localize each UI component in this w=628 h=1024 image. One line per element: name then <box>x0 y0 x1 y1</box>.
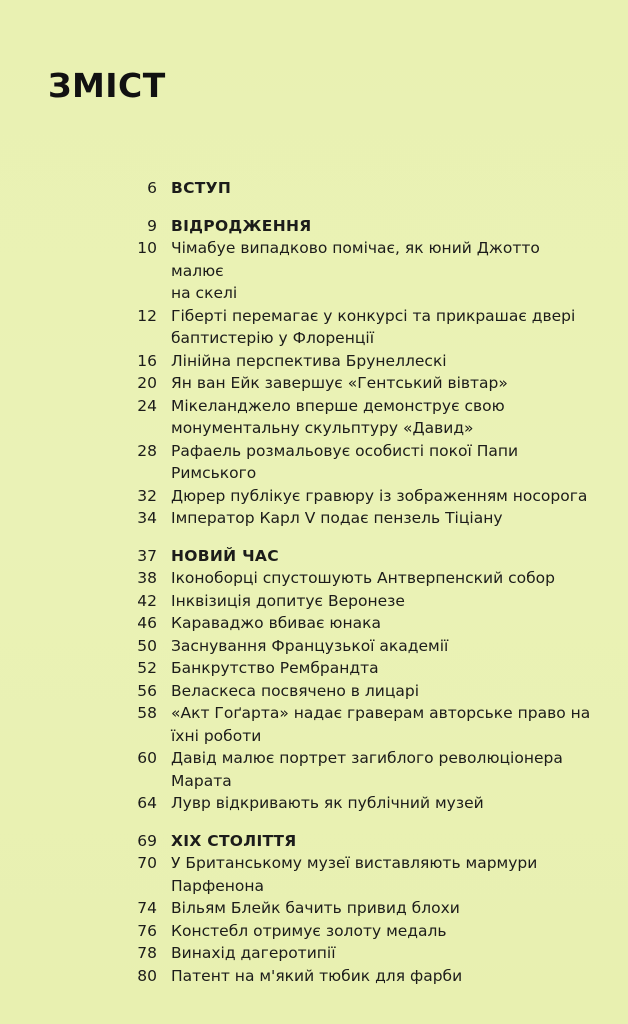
page-title: ЗМІСТ <box>48 66 166 105</box>
entry-title-line: на скелі <box>171 284 238 302</box>
entry-title <box>171 567 591 590</box>
entry-title <box>171 590 591 613</box>
page-number: 20 <box>137 374 157 392</box>
entry-title <box>171 507 591 530</box>
entry-title <box>171 852 591 897</box>
toc-entry <box>0 852 628 897</box>
entry-title-line: Марата <box>171 771 232 790</box>
page-number: 50 <box>137 636 157 655</box>
entry-title-line: їхні роботи <box>171 726 262 745</box>
page-number: 46 <box>137 614 157 632</box>
page-number: 34 <box>137 509 157 527</box>
page-number: 69 <box>137 831 157 850</box>
toc-section <box>0 177 628 200</box>
page-number: 24 <box>137 396 157 415</box>
table-of-contents <box>0 177 628 1002</box>
toc-entry <box>0 237 628 305</box>
toc-section <box>0 215 628 530</box>
toc-section-heading <box>0 215 628 238</box>
toc-entry <box>0 792 628 815</box>
entry-title-line: Заснування Французької академії <box>171 636 449 655</box>
entry-title <box>171 920 591 943</box>
entry-title-line: Давід малює портрет загиблого революціонера <box>171 749 563 767</box>
entry-title-line: Веласкеса посвячено в лицарі <box>171 681 420 700</box>
entry-title <box>171 350 591 373</box>
entry-title-line: «Акт Гоґарта» надає граверам авторське право на <box>171 704 591 722</box>
toc-entry <box>0 372 628 395</box>
section-title: ВІДРОДЖЕННЯ <box>171 216 312 235</box>
entry-title-line: Римського <box>171 464 257 482</box>
entry-title <box>171 897 591 920</box>
entry-title-line: Гіберті перемагає у конкурсі та прикрашає двері <box>171 306 576 325</box>
entry-title <box>171 702 591 747</box>
toc-entry <box>0 350 628 373</box>
toc-entry <box>0 567 628 590</box>
section-title: XIX СТОЛІТТЯ <box>171 831 297 850</box>
page-number: 64 <box>137 794 157 812</box>
entry-title <box>171 657 591 680</box>
page-number: 78 <box>137 944 157 962</box>
entry-title-line: Мікеланджело вперше демонструє свою <box>171 396 505 415</box>
toc-section-heading <box>0 545 628 568</box>
toc-entry <box>0 680 628 703</box>
entry-title-line: Патент на м'який тюбик для фарби <box>171 966 463 985</box>
toc-entry <box>0 942 628 965</box>
entry-title <box>171 635 591 658</box>
entry-title-line: Парфенона <box>171 876 265 895</box>
page-number: 76 <box>137 921 157 940</box>
entry-title-line: Рафаель розмальовує особисті покої Папи <box>171 441 519 460</box>
entry-title-line: монументальну скульптуру «Давид» <box>171 419 474 437</box>
section-title: НОВИЙ ЧАС <box>171 546 279 565</box>
entry-title-line: Банкрутство Рембрандта <box>171 659 379 677</box>
toc-entry <box>0 485 628 508</box>
entry-title <box>171 612 591 635</box>
entry-title-line: баптистерію у Флоренції <box>171 329 375 347</box>
entry-title <box>171 372 591 395</box>
entry-title-line: Імператор Карл V подає пензель Тіціану <box>171 509 503 527</box>
page-number: 16 <box>137 351 157 370</box>
section-title: ВСТУП <box>171 179 232 197</box>
page-number: 37 <box>137 546 157 565</box>
page-number: 10 <box>137 239 157 257</box>
page-number: 74 <box>137 899 157 917</box>
page-number: 52 <box>137 659 157 677</box>
entry-title-line: У Британському музеї виставляють мармури <box>171 854 538 872</box>
page-number: 58 <box>137 704 157 722</box>
entry-title-line: Караваджо вбиває юнака <box>171 614 381 632</box>
entry-title-line: Інквізиція допитує Веронезе <box>171 591 405 610</box>
entry-title-line: Дюрер публікує гравюру із зображенням носорога <box>171 486 588 505</box>
entry-title <box>171 237 591 305</box>
entry-title <box>171 485 591 508</box>
page-number: 70 <box>137 854 157 872</box>
entry-title <box>171 942 591 965</box>
entry-title-line: Чімабуе випадково помічає, як юний Джотто малює <box>171 239 540 280</box>
toc-entry <box>0 897 628 920</box>
page-number: 6 <box>147 179 157 197</box>
toc-section <box>0 830 628 988</box>
entry-title <box>171 965 591 988</box>
entry-title-line: Лувр відкривають як публічний музей <box>171 794 484 812</box>
entry-title-line: Лінійна перспектива Брунеллескі <box>171 351 447 370</box>
toc-entry <box>0 440 628 485</box>
entry-title <box>171 305 591 350</box>
entry-title-line: Винахід дагеротипії <box>171 944 336 962</box>
toc-entry <box>0 612 628 635</box>
page-number: 38 <box>137 569 157 587</box>
entry-title-line: Констебл отримує золоту медаль <box>171 921 447 940</box>
toc-entry <box>0 747 628 792</box>
page-number: 80 <box>137 966 157 985</box>
toc-entry <box>0 657 628 680</box>
toc-entry <box>0 635 628 658</box>
page-number: 60 <box>137 749 157 767</box>
toc-section-heading <box>0 177 628 200</box>
toc-entry <box>0 965 628 988</box>
entry-title-line: Ян ван Ейк завершує «Гентський вівтар» <box>171 374 508 392</box>
entry-title <box>171 747 591 792</box>
entry-title-line: Іконоборці спустошують Антверпенский собор <box>171 569 555 587</box>
page-number: 42 <box>137 591 157 610</box>
page-number: 12 <box>137 306 157 325</box>
toc-entry <box>0 920 628 943</box>
page-number: 28 <box>137 441 157 460</box>
toc-entry <box>0 702 628 747</box>
entry-title-line: Вільям Блейк бачить привид блохи <box>171 899 460 917</box>
toc-entry <box>0 507 628 530</box>
toc-section-heading <box>0 830 628 853</box>
toc-section <box>0 545 628 815</box>
page-number: 9 <box>147 216 157 235</box>
toc-entry <box>0 590 628 613</box>
toc-entry <box>0 305 628 350</box>
entry-title <box>171 680 591 703</box>
page-number: 56 <box>137 681 157 700</box>
entry-title <box>171 440 591 485</box>
page-number: 32 <box>137 486 157 505</box>
entry-title <box>171 395 591 440</box>
entry-title <box>171 792 591 815</box>
toc-entry <box>0 395 628 440</box>
